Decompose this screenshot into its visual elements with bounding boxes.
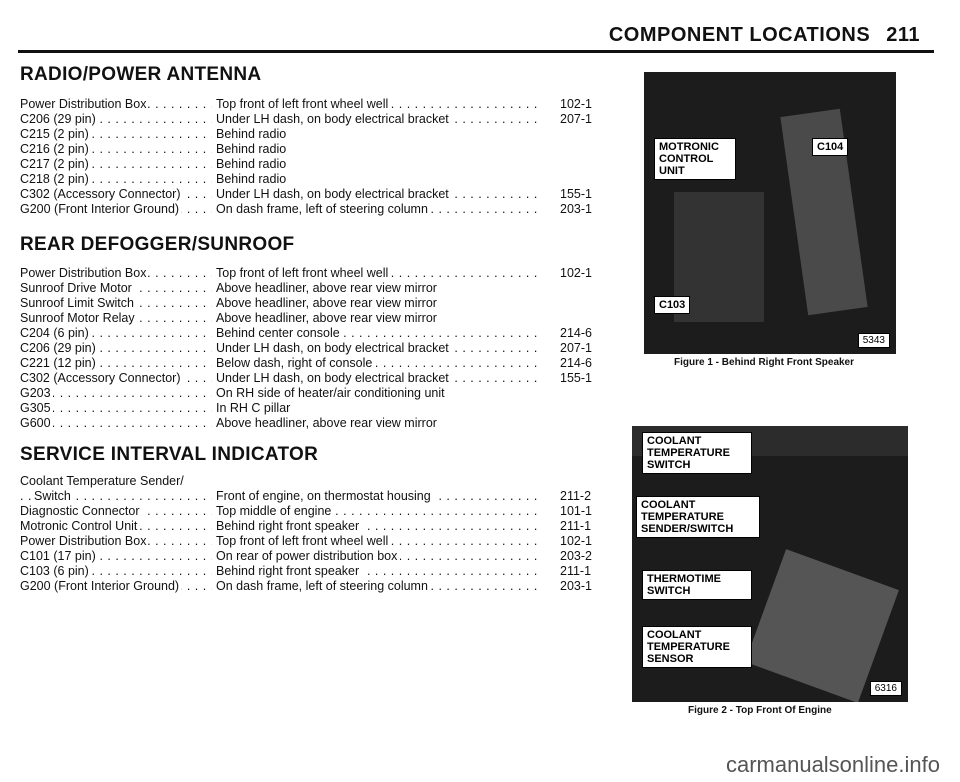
figure-2-photo (632, 426, 908, 702)
table-row (20, 519, 610, 534)
component-name: Coolant Temperature Sender/ (20, 474, 184, 488)
page-reference: 102-1 (560, 534, 592, 548)
table-row (20, 112, 610, 127)
page-reference: 214-6 (560, 326, 592, 340)
page-reference: 155-1 (560, 371, 592, 385)
table-row (20, 187, 610, 202)
page-reference: 211-1 (560, 519, 592, 533)
page-reference: 211-1 (560, 564, 592, 578)
component-location: Under LH dash, on body electrical bracket . . . (216, 371, 556, 386)
component-location: Behind radio (216, 172, 556, 187)
component-name: Sunroof Limit Switch . . . (20, 296, 212, 311)
component-name: C215 (2 pin) . . . (20, 127, 212, 142)
figure-2-label-sender-switch: COOLANT TEMPERATURE SENDER/SWITCH (636, 496, 760, 538)
figure-2-label-coolant-sensor: COOLANT TEMPERATURE SENSOR (642, 626, 752, 668)
page-reference: 214-6 (560, 356, 592, 370)
component-name: C218 (2 pin) . . . (20, 172, 212, 187)
component-location: On dash frame, left of steering column . . . (216, 579, 556, 594)
figure-1-label-c104: C104 (812, 138, 848, 156)
table-row (20, 202, 610, 217)
component-location: On RH side of heater/air conditioning unit (216, 386, 556, 401)
component-location: Front of engine, on thermostat housing . . . (216, 489, 556, 504)
component-name: Switch . . . (20, 489, 212, 504)
component-name: C101 (17 pin) . . . (20, 549, 212, 564)
page-number: 211 (886, 24, 920, 46)
component-name: G305 . . . (20, 401, 212, 416)
figure-1-label-c103: C103 (654, 296, 690, 314)
figure-1-number: 5343 (858, 333, 890, 348)
table-row (20, 371, 610, 386)
component-name: C221 (12 pin) . . . (20, 356, 212, 371)
component-name: Motronic Control Unit . . . (20, 519, 212, 534)
section-title-radio: RADIO/POWER ANTENNA (20, 64, 262, 85)
page-reference: 207-1 (560, 341, 592, 355)
table-row (20, 401, 610, 416)
component-location: Behind radio (216, 142, 556, 157)
page-reference: 102-1 (560, 97, 592, 111)
component-name: C217 (2 pin) . . . (20, 157, 212, 172)
table-row (20, 564, 610, 579)
component-location: On dash frame, left of steering column . . . (216, 202, 556, 217)
component-location: Above headliner, above rear view mirror (216, 416, 556, 431)
table-row (20, 416, 610, 431)
component-location: Behind center console . . . (216, 326, 556, 341)
figure-2-number: 6316 (870, 681, 902, 696)
component-location (216, 474, 556, 489)
component-name: Power Distribution Box . . . (20, 266, 212, 281)
component-location: Behind right front speaker . . . (216, 519, 556, 534)
table-row (20, 281, 610, 296)
figure-2-label-thermotime: THERMOTIME SWITCH (642, 570, 752, 600)
table-row (20, 341, 610, 356)
table-row (20, 549, 610, 564)
header-title: COMPONENT LOCATIONS (608, 24, 871, 46)
component-location: In RH C pillar (216, 401, 556, 416)
section-title-defogger: REAR DEFOGGER/SUNROOF (20, 234, 295, 255)
section-entries-defogger (20, 266, 610, 431)
table-row (20, 489, 610, 504)
page-reference: 211-2 (560, 489, 592, 503)
component-name: G200 (Front Interior Ground) . . . (20, 579, 212, 594)
component-location: Behind radio (216, 127, 556, 142)
component-name: C302 (Accessory Connector) . . . (20, 187, 212, 202)
component-name: Sunroof Drive Motor . . . (20, 281, 212, 296)
component-location: Top middle of engine . . . (216, 504, 556, 519)
page-reference: 102-1 (560, 266, 592, 280)
table-row (20, 534, 610, 549)
component-location: Above headliner, above rear view mirror (216, 281, 556, 296)
component-location: Top front of left front wheel well . . . (216, 266, 556, 281)
component-name: C206 (29 pin) . . . (20, 112, 212, 127)
component-location: Behind radio (216, 157, 556, 172)
figure-1-caption: Figure 1 - Behind Right Front Speaker (674, 357, 855, 368)
component-location: Under LH dash, on body electrical bracket . . . (216, 187, 556, 202)
figure-1-label-motronic: MOTRONIC CONTROL UNIT (654, 138, 736, 180)
component-name: G203 . . . (20, 386, 212, 401)
component-location: Above headliner, above rear view mirror (216, 311, 556, 326)
section-entries-service-interval (20, 474, 610, 594)
table-row (20, 142, 610, 157)
header-rule (18, 50, 934, 53)
component-location: Behind right front speaker . . . (216, 564, 556, 579)
table-row (20, 266, 610, 281)
component-location: Below dash, right of console . . . (216, 356, 556, 371)
figure-1-photo (644, 72, 896, 354)
component-name: Sunroof Motor Relay . . . (20, 311, 212, 326)
component-location: Under LH dash, on body electrical bracket . . . (216, 112, 556, 127)
component-name: Power Distribution Box . . . (20, 97, 212, 112)
table-row (20, 504, 610, 519)
table-row (20, 579, 610, 594)
component-name: C302 (Accessory Connector) . . . (20, 371, 212, 386)
table-row (20, 172, 610, 187)
page-reference: 203-1 (560, 579, 592, 593)
component-name: C206 (29 pin) . . . (20, 341, 212, 356)
component-location: Under LH dash, on body electrical bracket . . . (216, 341, 556, 356)
component-name: Diagnostic Connector . . . (20, 504, 212, 519)
table-row (20, 127, 610, 142)
figure-2-caption: Figure 2 - Top Front Of Engine (688, 705, 832, 716)
table-row (20, 296, 610, 311)
table-row (20, 311, 610, 326)
page-header (609, 24, 920, 47)
table-row (20, 386, 610, 401)
watermark: carmanualsonline.info (725, 752, 940, 777)
component-name: C216 (2 pin) . . . (20, 142, 212, 157)
component-name: C204 (6 pin) . . . (20, 326, 212, 341)
component-name: Power Distribution Box . . . (20, 534, 212, 549)
page-reference: 207-1 (560, 112, 592, 126)
table-row (20, 474, 610, 489)
component-name: G600 . . . (20, 416, 212, 431)
table-row (20, 326, 610, 341)
page-reference: 101-1 (560, 504, 592, 518)
component-location: Top front of left front wheel well . . . (216, 534, 556, 549)
table-row (20, 356, 610, 371)
table-row (20, 157, 610, 172)
page-reference: 203-1 (560, 202, 592, 216)
page-reference: 155-1 (560, 187, 592, 201)
component-name: G200 (Front Interior Ground) . . . (20, 202, 212, 217)
section-title-service-interval: SERVICE INTERVAL INDICATOR (20, 444, 319, 465)
page-reference: 203-2 (560, 549, 592, 563)
component-location: Above headliner, above rear view mirror (216, 296, 556, 311)
component-location: Top front of left front wheel well . . . (216, 97, 556, 112)
table-row (20, 97, 610, 112)
section-entries-radio (20, 97, 610, 217)
component-location: On rear of power distribution box . . . (216, 549, 556, 564)
figure-2-label-coolant-switch: COOLANT TEMPERATURE SWITCH (642, 432, 752, 474)
component-name: C103 (6 pin) . . . (20, 564, 212, 579)
